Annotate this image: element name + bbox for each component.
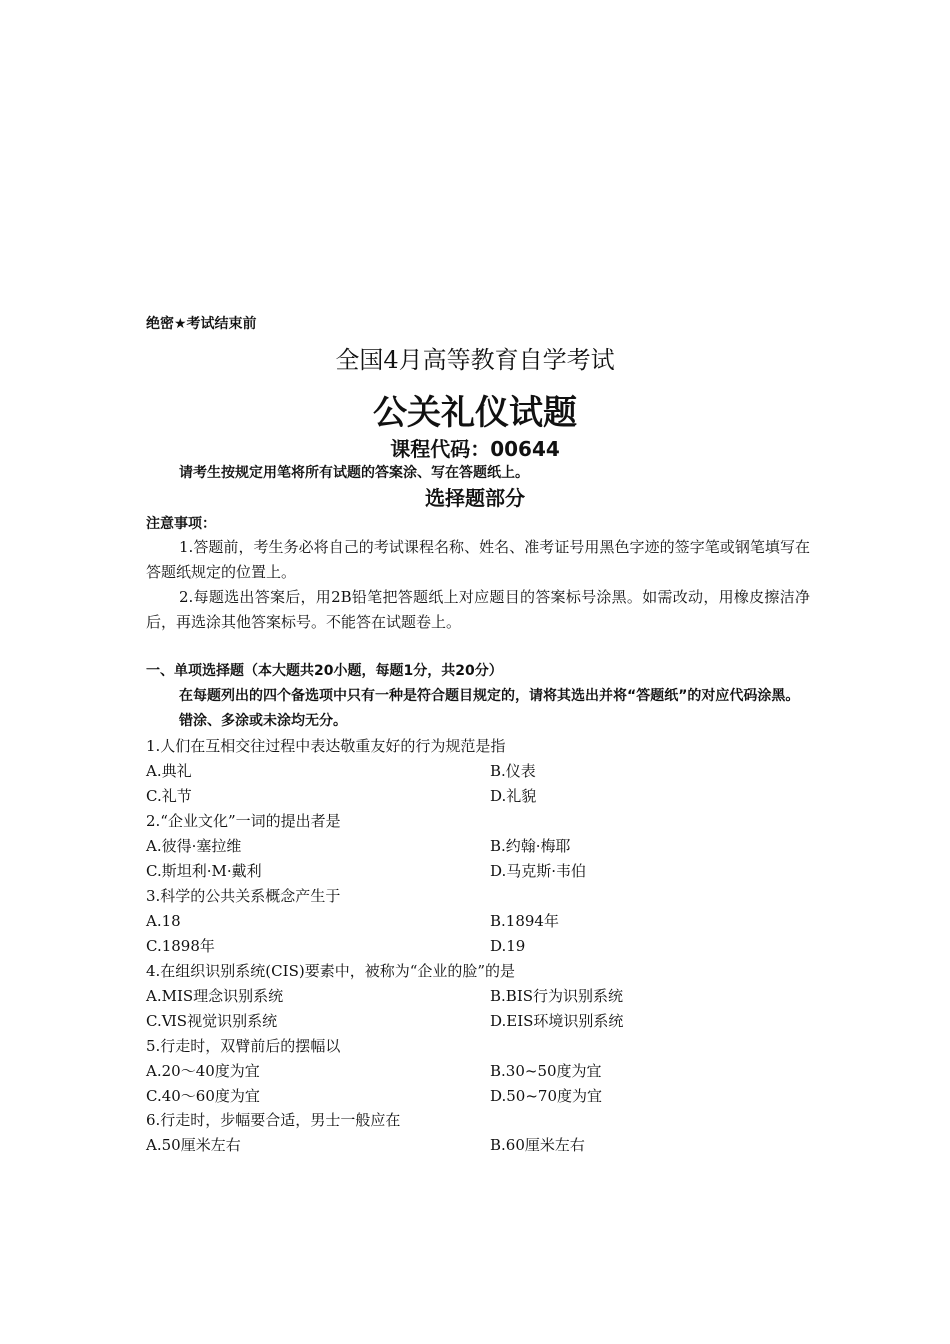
question-stem: 4.在组织识别系统(CIS)要素中，被称为“企业的脸”的是	[146, 962, 516, 980]
option-a: A.典礼	[146, 762, 192, 780]
option-d: D.礼貌	[490, 787, 537, 805]
option-d: D.马克斯·韦伯	[490, 862, 587, 880]
answer-instruction: 请考生按规定用笔将所有试题的答案涂、写在答题纸上。	[179, 465, 529, 481]
option-d: D.50~70度为宜	[490, 1087, 603, 1105]
option-c: C.礼节	[146, 787, 192, 805]
option-a: A.MIS理念识别系统	[146, 987, 284, 1005]
question-stem: 6.行走时，步幅要合适，男士一般应在	[146, 1111, 401, 1129]
paper-title: 公关礼仪试题	[373, 393, 577, 433]
course-code: 课程代码：00644	[390, 437, 560, 461]
option-a: A.彼得·塞拉维	[146, 837, 242, 855]
option-b: B.60厘米左右	[490, 1136, 585, 1154]
note-item-2: 2.每题选出答案后，用2B铅笔把答题纸上对应题目的答案标号涂黑。如需改动，用橡皮擦洁净后，再选涂其他答案标号。不能答在试题卷上。	[146, 588, 810, 631]
option-c: C.ⅥS视觉识别系统	[146, 1012, 278, 1030]
option-a: A.50厘米左右	[146, 1136, 241, 1154]
option-c: C.40～60度为宜	[146, 1087, 260, 1105]
option-b: B.1894年	[490, 912, 559, 930]
option-b: B.BIS行为识别系统	[490, 987, 624, 1005]
question-stem: 1.人们在互相交往过程中表达敬重友好的行为规范是指	[146, 737, 506, 755]
exam-title: 全国4月高等教育自学考试	[335, 346, 615, 374]
notes-title: 注意事项：	[146, 516, 216, 532]
option-b: B.仪表	[490, 762, 536, 780]
option-a: A.18	[146, 912, 181, 930]
option-b: B.约翰·梅耶	[490, 837, 571, 855]
question-stem: 2.“企业文化”一词的提出者是	[146, 812, 341, 830]
option-a: A.20～40度为宜	[146, 1062, 260, 1080]
question-stem: 5.行走时，双臂前后的摆幅以	[146, 1037, 341, 1055]
option-d: D.19	[490, 937, 526, 955]
option-d: D.EIS环境识别系统	[490, 1012, 624, 1030]
note-item-1: 1.答题前，考生务必将自己的考试课程名称、姓名、准考证号用黑色字迹的签字笔或钢笔填写在答题纸规定的位置上。	[146, 538, 810, 581]
part-title: 选择题部分	[425, 486, 525, 510]
secrecy-label: 绝密★考试结束前	[146, 316, 257, 332]
question-stem: 3.科学的公共关系概念产生于	[146, 887, 341, 905]
section-heading: 一、单项选择题（本大题共20小题，每题1分，共20分）	[146, 663, 503, 679]
option-c: C.斯坦利·M·戴利	[146, 862, 262, 880]
option-b: B.30~50度为宜	[490, 1062, 602, 1080]
option-c: C.1898年	[146, 937, 215, 955]
section-description: 在每题列出的四个备选项中只有一种是符合题目规定的，请将其选出并将“答题纸”的对应代码涂黑。错涂、多涂或未涂均无分。	[179, 688, 800, 729]
